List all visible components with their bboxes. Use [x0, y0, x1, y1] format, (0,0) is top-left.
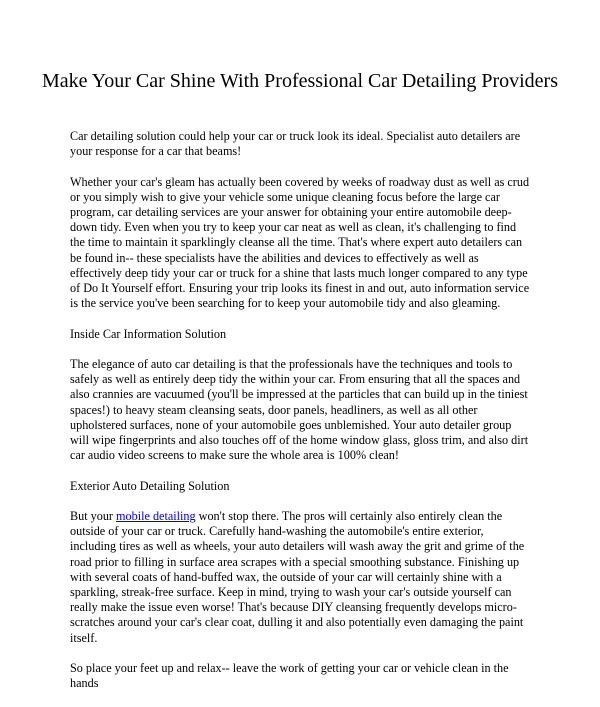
- article-body: [70, 129, 532, 707]
- body-paragraph-3: [70, 509, 532, 646]
- intro-paragraph: Car detailing solution could help your car or truck look its ideal. Specialist auto detailers are your response for a car that beams!: [70, 129, 521, 159]
- body-paragraph-1: Whether your car's gleam has actually been covered by weeks of roadway dust as well as crud or you simply wish to give your vehicle some unique cleaning focus before the large car program, car detailing services are your answer for obtaining your entire automobile deep-down tidy. Even when you try to keep your car neat as well as clean, it's challenging to find the time to maintain it sparklingly cleanse all the time. That's where expert auto detailers can be found in-- these specialists have the abilities and devices to effectively as well as effectively deep tidy your car or truck for a shine that lasts much longer compared to any type of Do It Yourself effort. Ensuring your trip looks its finest in and out, auto information service is the service you've been searching for to keep your automobile tidy and also gleaming.: [70, 174, 530, 311]
- mobile-detailing-link[interactable]: mobile detailing: [116, 509, 196, 523]
- body-paragraph-2: The elegance of auto car detailing is that the professionals have the techniques and tools to safely as well as entirely deep tidy the within your car. From ensuring that all the spaces and also crannies are vacuumed (you'll be impressed at the particles that can build up in the tiniest spaces!) to heavy steam cleansing seats, door panels, headliners, as well as all other upholstered surfaces, none of your automobile goes unblemished. Your auto detailer group will wipe fingerprints and also touches off of the home window glass, gloss trim, and also dirt car audio video screens to make sure the whole area is 100% clean!: [70, 357, 529, 463]
- body-paragraph-4: So place your feet up and relax-- leave the work of getting your car or vehicle clean in the hands: [70, 661, 509, 691]
- paragraph-3-rest-text: won't stop there. The pros will certainly also entirely clean the outside of your car or truck. Carefully hand-washing the automobile's entire exterior, including tires as well as wheels, your auto detailers will wash away the grit and grime of the road prior to filling in surface area scrapes with a special smoothing substance. Finishing up with several coats of hand-buffed wax, the outside of your car will certainly shine with a sparkling, streak-free surface. Keep in mind, trying to wash your car's outside yourself can really make the issue even worse! That's because DIY cleansing frequently develops micro-scratches around your car's clear coat, dulling it and also potentially even damaging the paint itself.: [70, 509, 525, 645]
- paragraph-3-lead-text: But your: [70, 509, 117, 523]
- section-heading-exterior: Exterior Auto Detailing Solution: [70, 478, 230, 493]
- section-heading-interior: Inside Car Information Solution: [70, 326, 227, 341]
- page-title: Make Your Car Shine With Professional Car Detailing Providers: [42, 70, 558, 92]
